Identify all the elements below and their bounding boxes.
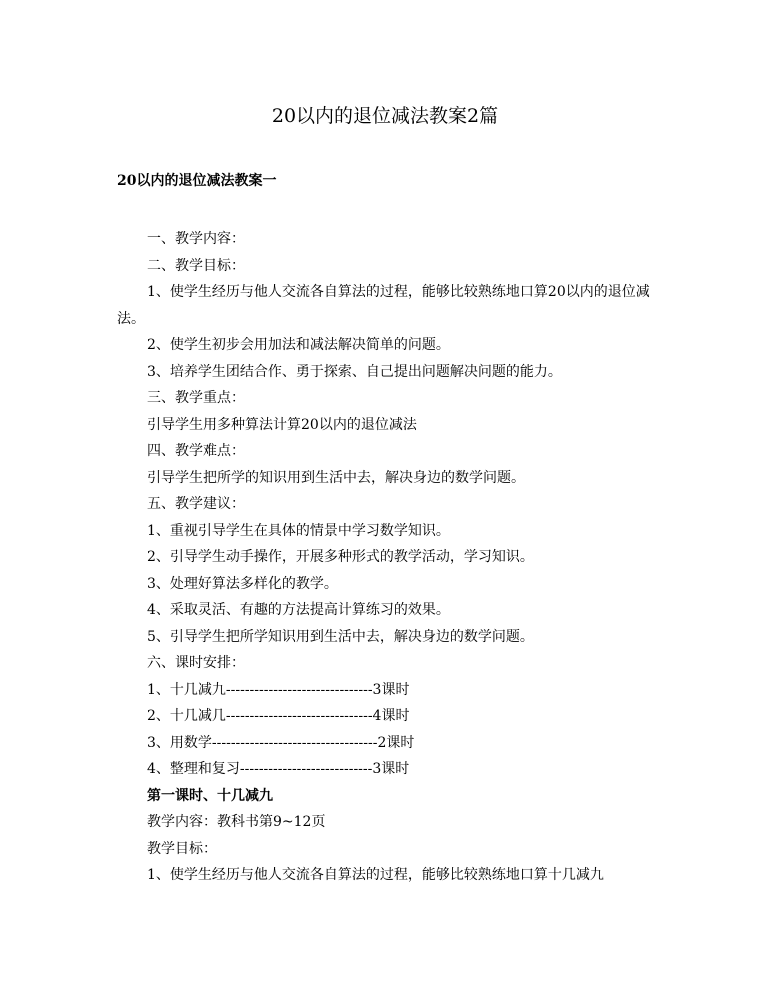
paragraph: 教学内容：教科书第9~12页 xyxy=(147,814,326,830)
document-title: 20以内的退位减法教案2篇 xyxy=(271,105,499,127)
section-heading: 20以内的退位减法教案一 xyxy=(117,173,277,189)
paragraph: 四、教学难点： xyxy=(147,443,245,459)
paragraph: 2、使学生初步会用加法和减法解决简单的问题。 xyxy=(147,337,450,353)
paragraph: 六、课时安排： xyxy=(147,655,245,671)
paragraph: 1、十几减九-------------------------------3课时 xyxy=(147,681,410,698)
paragraph: 五、教学建议： xyxy=(147,496,245,512)
paragraph: 1、重视引导学生在具体的情景中学习数学知识。 xyxy=(147,522,450,539)
paragraph: 三、教学重点： xyxy=(147,390,245,406)
paragraph: 3、用数学-----------------------------------2课时 xyxy=(147,734,415,751)
paragraph: 4、采取灵活、有趣的方法提高计算练习的效果。 xyxy=(147,602,450,618)
paragraph: 5、引导学生把所学知识用到生活中去，解决身边的数学问题。 xyxy=(147,628,534,645)
paragraph: 二、教学目标： xyxy=(147,257,245,274)
paragraph: 3、培养学生团结合作、勇于探索、自己提出问题解决问题的能力。 xyxy=(147,363,562,380)
paragraph: 一、教学内容： xyxy=(147,231,245,247)
document-body xyxy=(117,226,657,889)
paragraph: 引导学生用多种算法计算20以内的退位减法 xyxy=(147,416,417,433)
paragraph: 2、十几减几-------------------------------4课时 xyxy=(147,708,410,724)
paragraph: 4、整理和复习----------------------------3课时 xyxy=(147,761,410,777)
paragraph: 1、使学生经历与他人交流各自算法的过程，能够比较熟练地口算20以内的退位减法。 xyxy=(117,284,650,327)
paragraph: 教学目标： xyxy=(147,840,217,857)
paragraph: 引导学生把所学的知识用到生活中去，解决身边的数学问题。 xyxy=(147,469,525,486)
paragraph: 2、引导学生动手操作，开展多种形式的教学活动，学习知识。 xyxy=(147,549,534,565)
paragraph: 3、处理好算法多样化的教学。 xyxy=(147,575,338,592)
lesson-heading: 第一课时、十几减九 xyxy=(147,787,273,804)
paragraph: 1、使学生经历与他人交流各自算法的过程，能够比较熟练地口算十几减九 xyxy=(147,867,604,883)
